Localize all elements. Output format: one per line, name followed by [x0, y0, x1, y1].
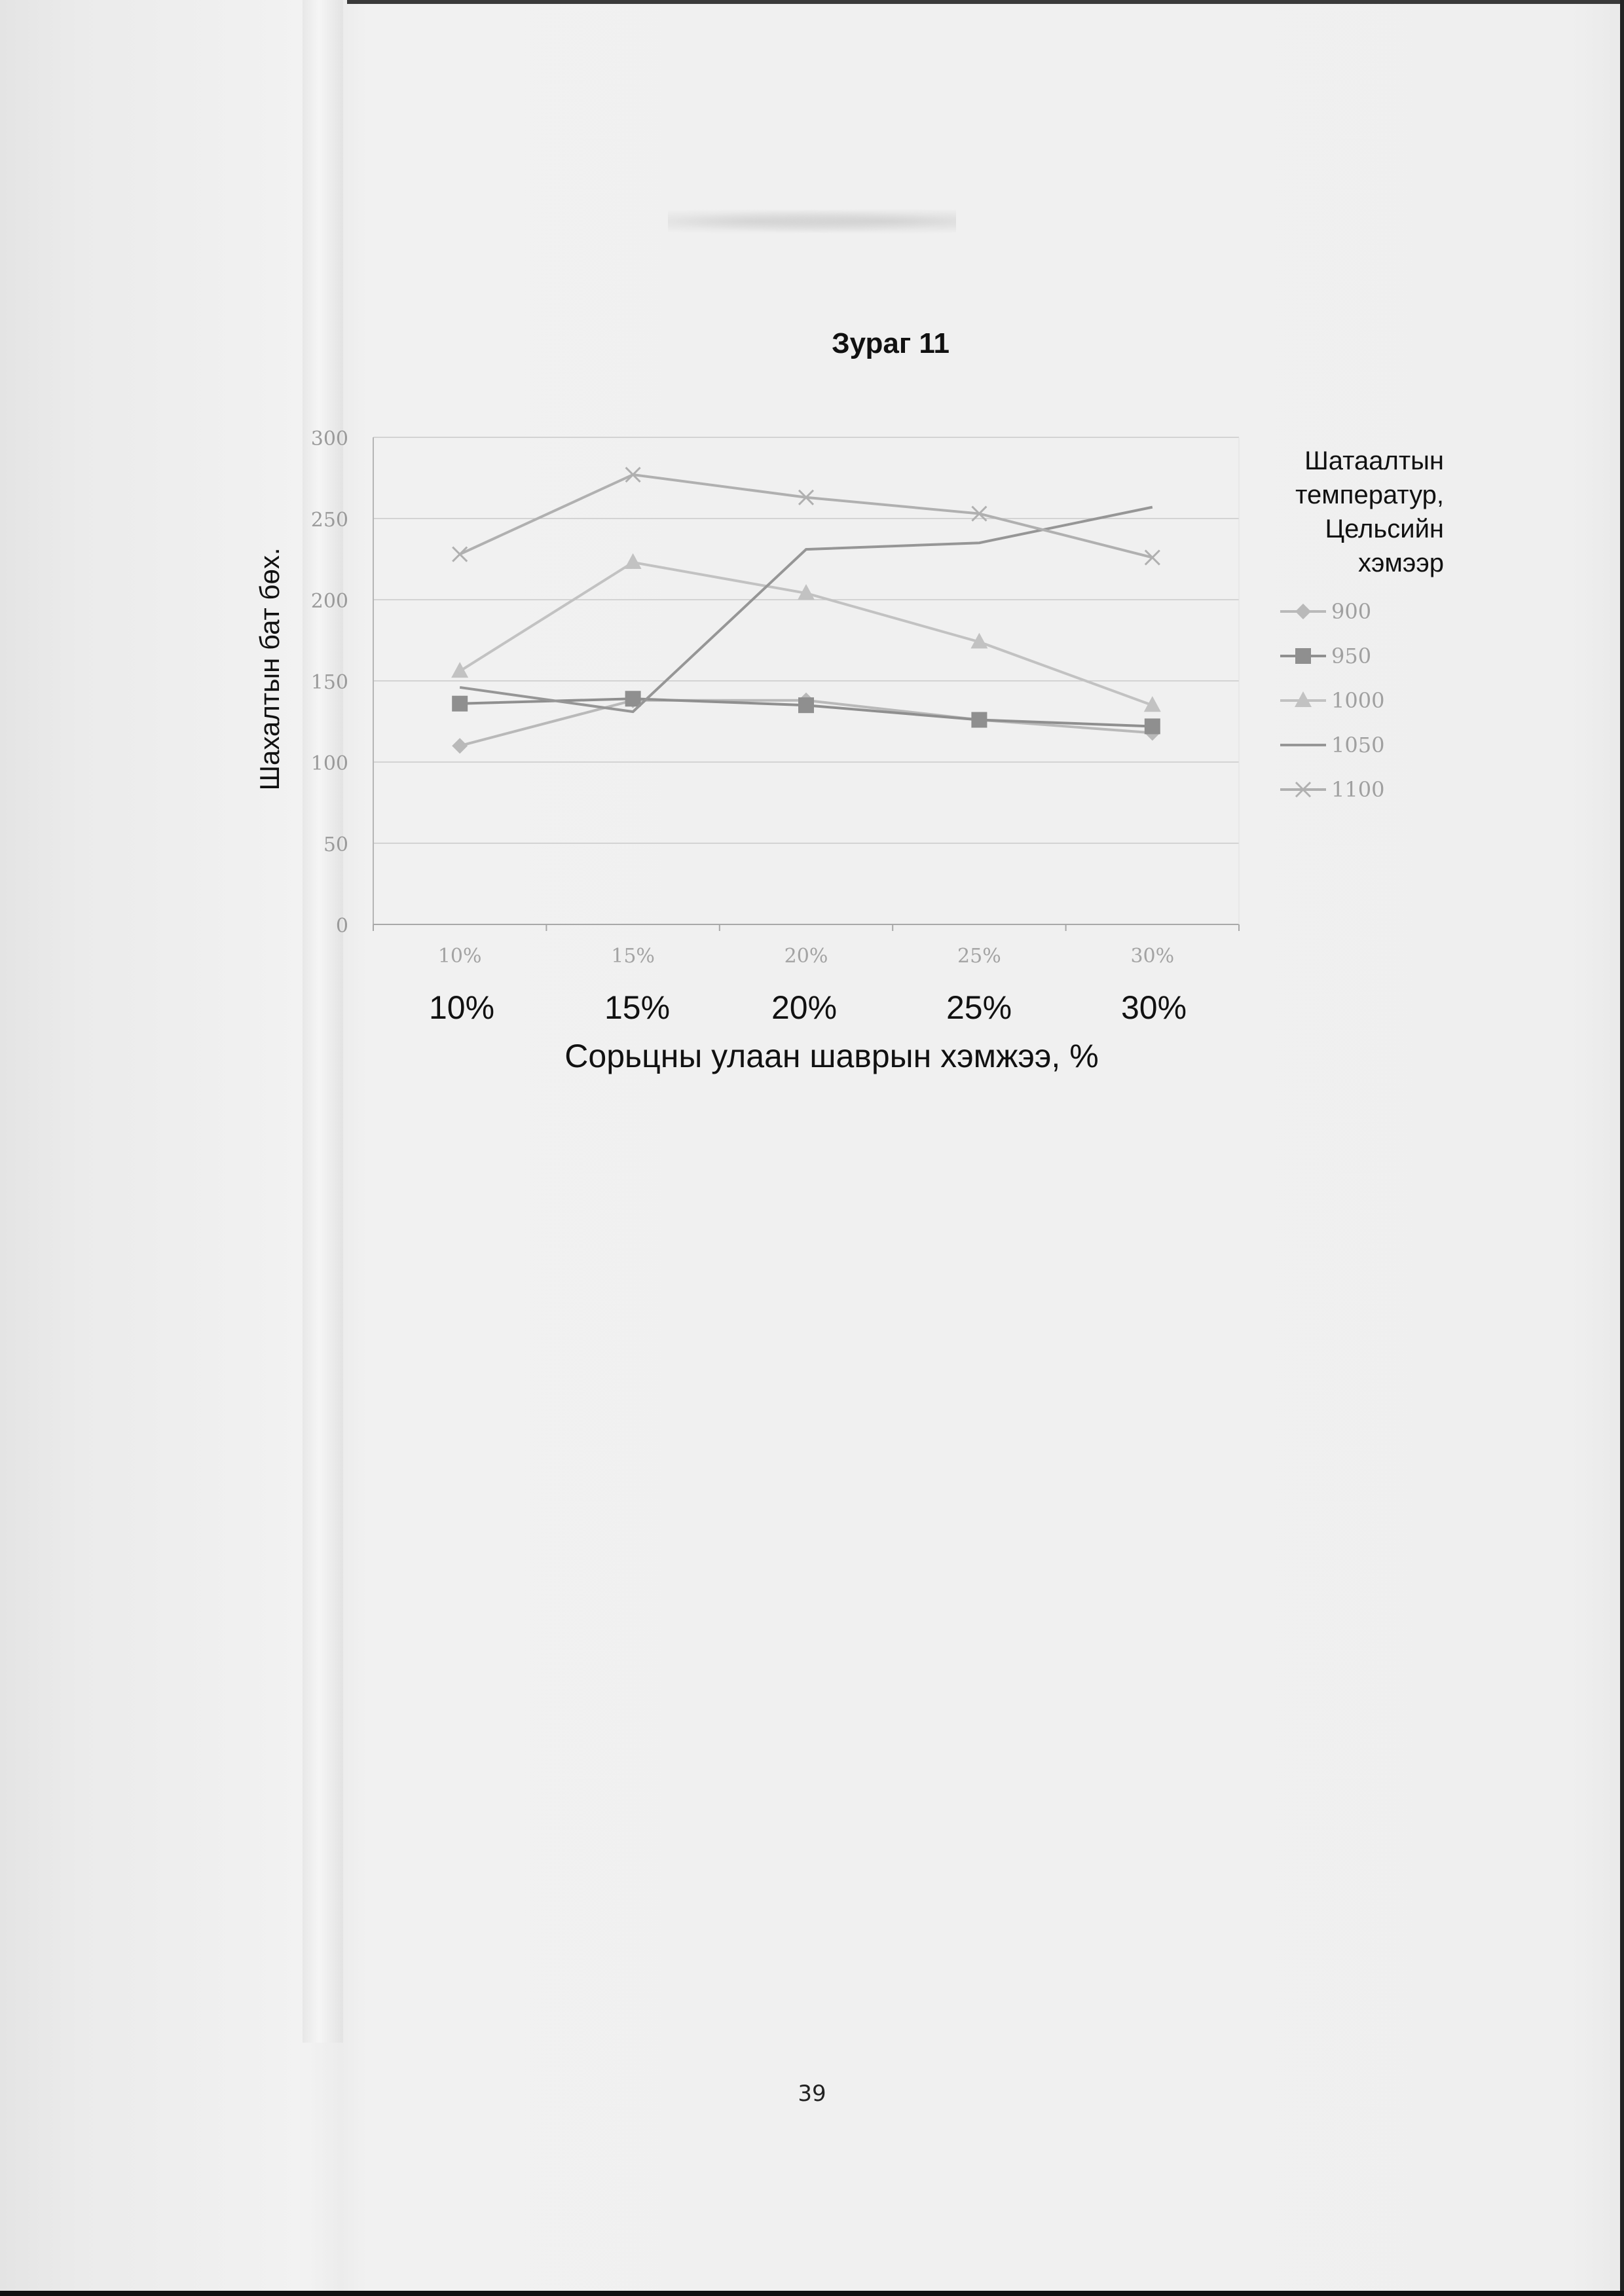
- series-line-1100: [460, 475, 1153, 557]
- figure-caption: Зураг 11: [832, 327, 950, 359]
- legend-label: 1050: [1331, 733, 1385, 757]
- x-axis-title: Сорьцны улаан шаврын хэмжээ, %: [564, 1038, 1099, 1074]
- page-number: 39: [798, 2081, 826, 2107]
- x-tick-label: 15%: [611, 945, 655, 968]
- y-tick-label: 300: [310, 428, 348, 450]
- data-point-950: [452, 696, 468, 712]
- data-point-900: [452, 738, 468, 754]
- data-point-1000: [451, 662, 468, 678]
- x-tick-label: 20%: [784, 945, 828, 968]
- x-tick-label: 25%: [957, 945, 1001, 968]
- y-tick-label: 200: [310, 590, 348, 613]
- legend-title-line: Цельсийн: [1325, 515, 1444, 543]
- data-point-950: [798, 697, 814, 713]
- data-point-1000: [625, 553, 642, 569]
- legend-title-line: Шатаалтын: [1304, 446, 1444, 475]
- legend-title-line: хэмээр: [1358, 549, 1444, 577]
- legend-label: 900: [1331, 599, 1372, 624]
- x-tick-label: 30%: [1130, 945, 1175, 968]
- x-large-label: 25%: [946, 989, 1012, 1026]
- legend-title-line: температур,: [1295, 481, 1444, 509]
- x-large-label: 30%: [1120, 989, 1187, 1026]
- y-tick-label: 0: [335, 915, 348, 938]
- data-point-1100: [452, 547, 467, 562]
- x-axis-large-labels: [0, 989, 1624, 1028]
- series-line-1000: [460, 562, 1153, 705]
- y-tick-label: 250: [310, 509, 348, 532]
- data-point-950: [1145, 718, 1160, 734]
- legend-label: 950: [1331, 644, 1372, 668]
- x-large-label: 10%: [428, 989, 495, 1026]
- x-tick-label: 10%: [437, 945, 482, 968]
- y-tick-label: 150: [310, 671, 348, 694]
- y-tick-label: 50: [323, 833, 348, 856]
- data-point-950: [971, 712, 987, 728]
- data-point-950: [625, 691, 641, 706]
- legend-title: [1228, 444, 1444, 580]
- x-large-label: 20%: [771, 989, 838, 1026]
- legend-marker: [1295, 604, 1311, 619]
- legend-label: 1000: [1331, 688, 1385, 713]
- y-tick-label: 100: [310, 752, 348, 775]
- x-large-label: 15%: [604, 989, 671, 1026]
- legend-label: 1100: [1331, 777, 1385, 802]
- legend-marker: [1295, 648, 1311, 664]
- y-axis-title: Шахалтын бат бөх.: [254, 547, 285, 791]
